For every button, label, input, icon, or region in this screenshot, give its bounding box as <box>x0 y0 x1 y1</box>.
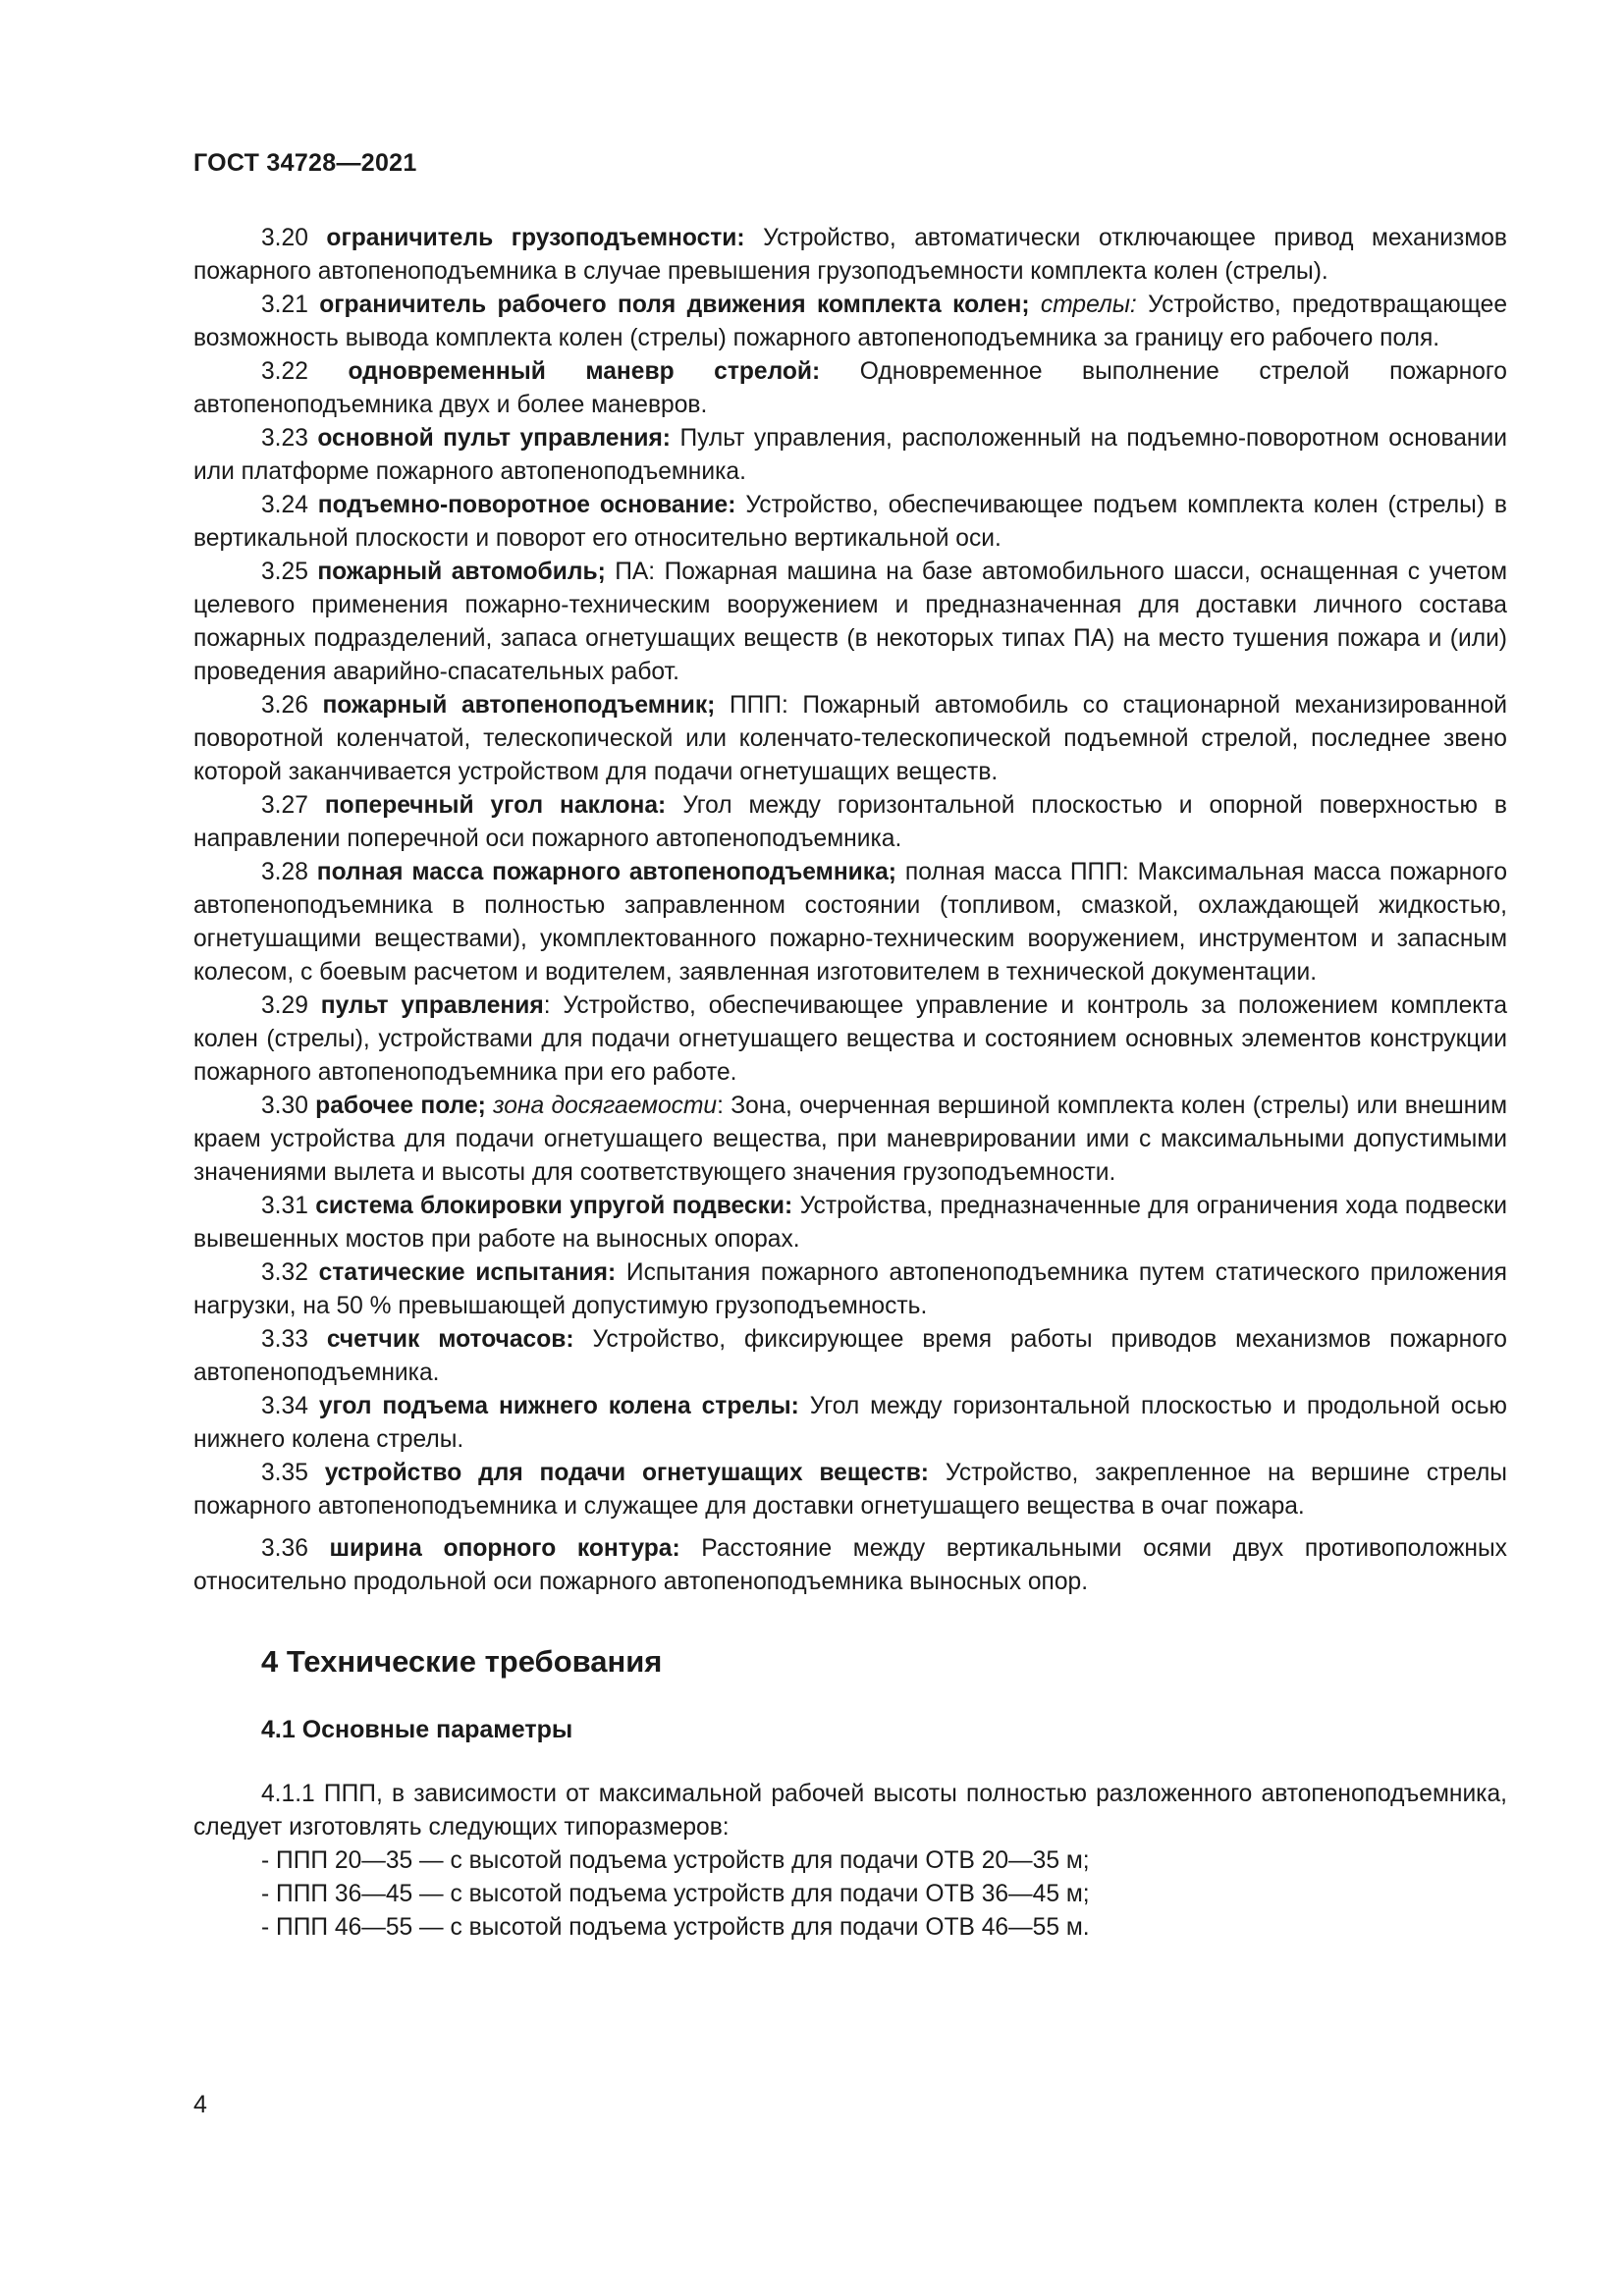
term-number: 3.24 <box>261 492 308 518</box>
term-definition: Устройство, закрепленное на вершине стрелы пожарного автопеноподъемника и служащее для доставки огнетушащего вещества в очаг пожара. <box>193 1460 1507 1520</box>
term-number: 3.32 <box>261 1259 308 1286</box>
document-body <box>193 222 1507 1945</box>
term-definition: Одновременное выполнение стрелой пожарного автопеноподъемника двух и более маневров. <box>193 358 1507 418</box>
term-number: 3.31 <box>261 1193 308 1219</box>
term-definition: Угол между горизонтальной плоскостью и опорной поверхностью в направлении поперечной оси пожарного автопеноподъемника. <box>193 792 1507 852</box>
term-number: 3.33 <box>261 1326 308 1353</box>
term-number: 3.34 <box>261 1393 308 1419</box>
term-name: система блокировки упругой подвески: <box>315 1193 793 1219</box>
term-3-30 <box>193 1090 1507 1190</box>
term-definition: Устройство, предотвращающее возможность вывода комплекта колен (стрелы) пожарного автопеноподъемника за границу его рабочего поля. <box>193 292 1508 351</box>
term-name: пожарный автопеноподъемник; <box>322 692 716 719</box>
term-definition: : Устройство, обеспечивающее управление и контроль за положением комплекта колен (стрелы), устройствами для подачи огнетушащего вещества и состоянием основных элементов конструкции пожарного автопеноподъемника при его работе. <box>193 992 1508 1086</box>
term-3-22 <box>193 355 1507 422</box>
term-number: 3.22 <box>261 358 308 385</box>
term-name: рабочее поле; <box>315 1093 486 1119</box>
term-3-31 <box>193 1190 1507 1256</box>
term-definition: Устройство, фиксирующее время работы приводов механизмов пожарного автопеноподъемника. <box>193 1326 1507 1386</box>
term-name: пульт управления <box>320 992 544 1019</box>
term-3-28 <box>193 856 1507 989</box>
term-3-26 <box>193 689 1507 789</box>
term-definition: ПА: Пожарная машина на базе автомобильного шасси, оснащенная с учетом целевого применения пожарно-техническим вооружением и предназначенная для доставки личного состава пожарных подразделений, запаса огнетушащих веществ (в некоторых типах ПА) на место тушения пожара и (или) проведения аварийно-спасательных работ. <box>193 559 1507 685</box>
term-name: полная масса пожарного автопеноподъемника; <box>316 859 896 885</box>
term-definition: Испытания пожарного автопеноподъемника путем статического приложения нагрузки, на 50 % превышающей допустимую грузоподъемность. <box>193 1259 1507 1319</box>
term-name: поперечный угол наклона: <box>324 792 667 819</box>
term-definition: Устройство, автоматически отключающее привод механизмов пожарного автопеноподъемника в случае превышения грузоподъемности комплекта колен (стрелы). <box>193 225 1507 285</box>
term-name: пожарный автомобиль; <box>317 559 606 585</box>
document-header: ГОСТ 34728—2021 <box>193 149 417 177</box>
list-item: - ППП 46—55 — с высотой подъема устройств для подачи ОТВ 46—55 м. <box>261 1914 1090 1941</box>
term-number: 3.20 <box>261 225 308 251</box>
term-name: статические испытания: <box>318 1259 617 1286</box>
term-3-33 <box>193 1323 1507 1390</box>
term-number: 3.30 <box>261 1093 308 1119</box>
term-3-27 <box>193 789 1507 856</box>
list-item: - ППП 20—35 — с высотой подъема устройств для подачи ОТВ 20—35 м; <box>261 1847 1090 1874</box>
term-3-20 <box>193 222 1507 289</box>
term-definition: Пульт управления, расположенный на подъемно-поворотном основании или платформе пожарного автопеноподъемника. <box>193 425 1507 485</box>
term-3-25 <box>193 556 1507 689</box>
term-synonym: зона досягаемости <box>493 1093 718 1119</box>
size-list <box>193 1844 1507 1945</box>
term-name: счетчик моточасов: <box>326 1326 574 1353</box>
term-name: подъемно-поворотное основание: <box>317 492 736 518</box>
term-name: одновременный маневр стрелой: <box>348 358 821 385</box>
term-3-29 <box>193 989 1507 1090</box>
term-definition: ППП: Пожарный автомобиль со стационарной механизированной поворотной коленчатой, телескопической или коленчато-телескопической подъемной стрелой, последнее звено которой заканчивается устройством для подачи огнетушащих веществ. <box>193 692 1508 785</box>
term-number: 3.36 <box>261 1535 308 1562</box>
term-number: 3.21 <box>261 292 308 318</box>
paragraph-4-1-1: 4.1.1 ППП, в зависимости от максимальной рабочей высоты полностью разложенного автопеноподъемника, следует изготовлять следующих типоразмеров: <box>193 1781 1507 1841</box>
section-title: 4 Технические требования <box>261 1644 663 1679</box>
term-number: 3.26 <box>261 692 308 719</box>
term-number: 3.23 <box>261 425 308 452</box>
term-definition: полная масса ППП: Максимальная масса пожарного автопеноподъемника в полностью заправленном состоянии (топливом, смазкой, охлаждающей жидкостью, огнетушащими веществами), укомплектованного пожарно-техническим вооружением, инструментом и запасным колесом, с боевым расчетом и водителем, заявленная изготовителем в технической документации. <box>193 859 1507 986</box>
subsection-title: 4.1 Основные параметры <box>261 1716 573 1743</box>
page-number: 4 <box>193 2091 207 2118</box>
term-3-36 <box>193 1532 1507 1599</box>
term-definition: Угол между горизонтальной плоскостью и продольной осью нижнего колена стрелы. <box>193 1393 1507 1453</box>
term-name: основной пульт управления: <box>317 425 672 452</box>
term-number: 3.25 <box>261 559 308 585</box>
term-number: 3.29 <box>261 992 308 1019</box>
term-name: устройство для подачи огнетушащих веществ: <box>324 1460 930 1486</box>
term-name: ограничитель грузоподъемности: <box>326 225 745 251</box>
term-name: ширина опорного контура: <box>329 1535 680 1562</box>
term-definition: Устройства, предназначенные для ограничения хода подвески вывешенных мостов при работе на выносных опорах. <box>193 1193 1507 1253</box>
term-name: ограничитель рабочего поля движения комплекта колен; <box>319 292 1030 318</box>
term-definition: : Зона, очерченная вершиной комплекта колен (стрелы) или внешним краем устройства для подачи огнетушащего вещества, при маневрировании ими с максимальными допустимыми значениями вылета и высоты для соответствующего значения грузоподъемности. <box>193 1093 1507 1186</box>
term-3-23 <box>193 422 1507 489</box>
term-3-32 <box>193 1256 1507 1323</box>
term-3-24 <box>193 489 1507 556</box>
term-number: 3.35 <box>261 1460 308 1486</box>
term-definition: Устройство, обеспечивающее подъем комплекта колен (стрелы) в вертикальной плоскости и поворот его относительно вертикальной оси. <box>193 492 1507 552</box>
term-3-35 <box>193 1457 1507 1523</box>
term-3-21 <box>193 289 1507 355</box>
term-synonym: стрелы: <box>1040 292 1137 318</box>
term-definition: Расстояние между вертикальными осями двух противоположных относительно продольной оси пожарного автопеноподъемника выносных опор. <box>193 1535 1507 1595</box>
list-item: - ППП 36—45 — с высотой подъема устройств для подачи ОТВ 36—45 м; <box>261 1881 1090 1907</box>
term-number: 3.28 <box>261 859 308 885</box>
term-number: 3.27 <box>261 792 308 819</box>
term-name: угол подъема нижнего колена стрелы: <box>318 1393 799 1419</box>
term-3-34 <box>193 1390 1507 1457</box>
